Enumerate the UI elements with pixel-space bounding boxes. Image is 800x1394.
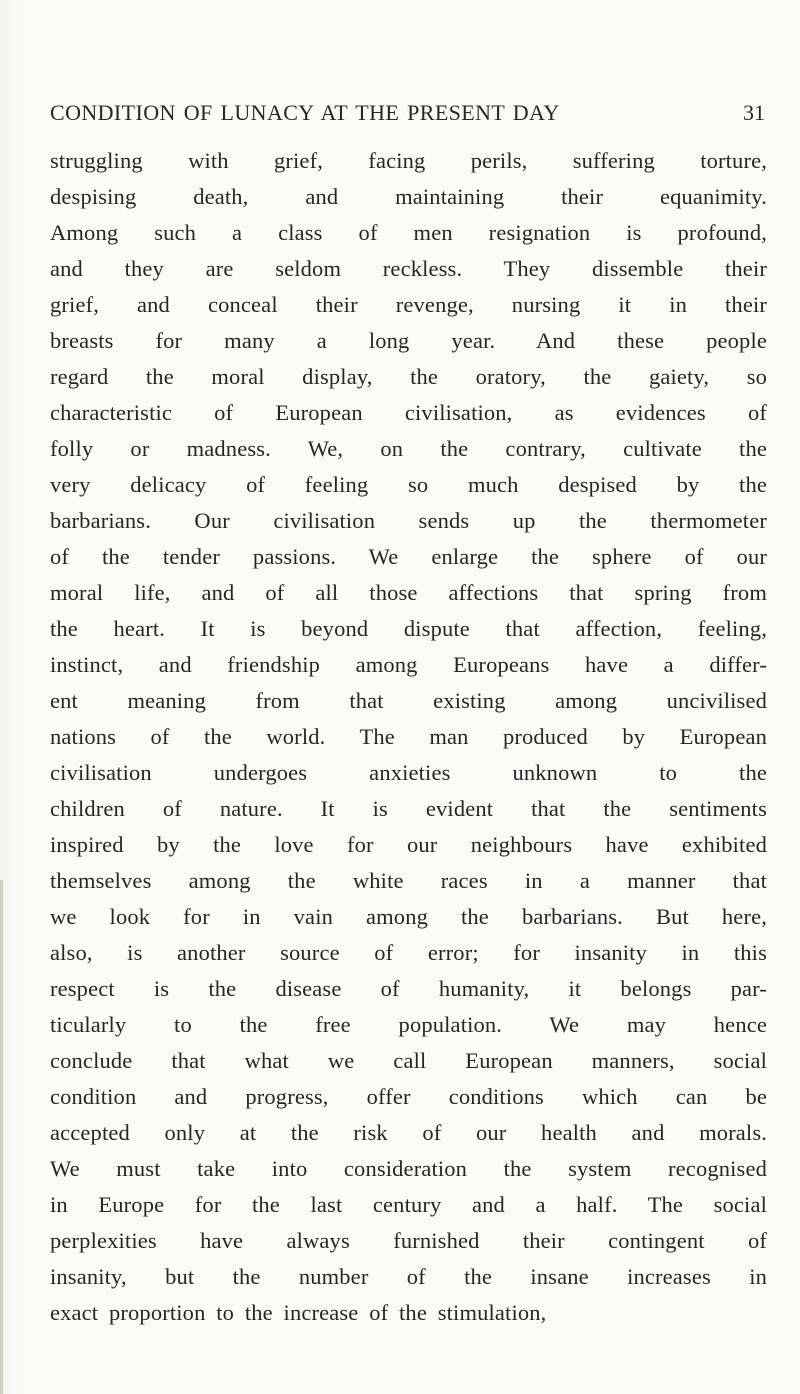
text-line: in Europe for the last century and a half. The social xyxy=(50,1192,767,1217)
text-line: respect is the disease of humanity, it belongs par- xyxy=(50,976,767,1001)
text-line: exact proportion to the increase of the stimulation, xyxy=(50,1300,547,1325)
text-line: We must take into consideration the system recognised xyxy=(50,1156,767,1181)
body-text xyxy=(50,143,767,1331)
text-line: accepted only at the risk of our health and morals. xyxy=(50,1120,767,1145)
text-line: the heart. It is beyond dispute that affection, feeling, xyxy=(50,616,767,641)
text-line: breasts for many a long year. And these people xyxy=(50,328,767,353)
page-number: 31 xyxy=(743,100,765,125)
text-line: characteristic of European civilisation, as evidences of xyxy=(50,400,767,425)
text-line: moral life, and of all those affections that spring from xyxy=(50,580,767,605)
text-line: and they are seldom reckless. They dissemble their xyxy=(50,256,767,281)
text-line: nations of the world. The man produced by European xyxy=(50,724,767,749)
text-line: very delicacy of feeling so much despised by the xyxy=(50,472,767,497)
text-line: Among such a class of men resignation is profound, xyxy=(50,220,767,245)
page-header xyxy=(50,100,765,136)
text-line: ent meaning from that existing among uncivilised xyxy=(50,688,767,713)
text-line: conclude that what we call European manners, social xyxy=(50,1048,767,1073)
text-line: despising death, and maintaining their equanimity. xyxy=(50,184,767,209)
text-line: of the tender passions. We enlarge the sphere of our xyxy=(50,544,767,569)
text-line: struggling with grief, facing perils, suffering torture, xyxy=(50,148,767,173)
text-line: folly or madness. We, on the contrary, cultivate the xyxy=(50,436,767,461)
text-line: insanity, but the number of the insane increases in xyxy=(50,1264,767,1289)
text-line: we look for in vain among the barbarians. But here, xyxy=(50,904,767,929)
text-line: instinct, and friendship among Europeans have a differ- xyxy=(50,652,767,677)
running-head: CONDITION OF LUNACY AT THE PRESENT DAY xyxy=(50,100,560,125)
text-line: perplexities have always furnished their contingent of xyxy=(50,1228,767,1253)
text-line: civilisation undergoes anxieties unknown to the xyxy=(50,760,767,785)
text-line: regard the moral display, the oratory, the gaiety, so xyxy=(50,364,767,389)
text-line: themselves among the white races in a manner that xyxy=(50,868,767,893)
text-line: children of nature. It is evident that the sentiments xyxy=(50,796,767,821)
text-line: also, is another source of error; for insanity in this xyxy=(50,940,767,965)
text-line: ticularly to the free population. We may hence xyxy=(50,1012,767,1037)
text-line: barbarians. Our civilisation sends up the thermometer xyxy=(50,508,767,533)
text-line: grief, and conceal their revenge, nursing it in their xyxy=(50,292,767,317)
text-line: condition and progress, offer conditions which can be xyxy=(50,1084,767,1109)
text-line: inspired by the love for our neighbours have exhibited xyxy=(50,832,767,857)
page-edge-shadow xyxy=(0,880,3,1394)
